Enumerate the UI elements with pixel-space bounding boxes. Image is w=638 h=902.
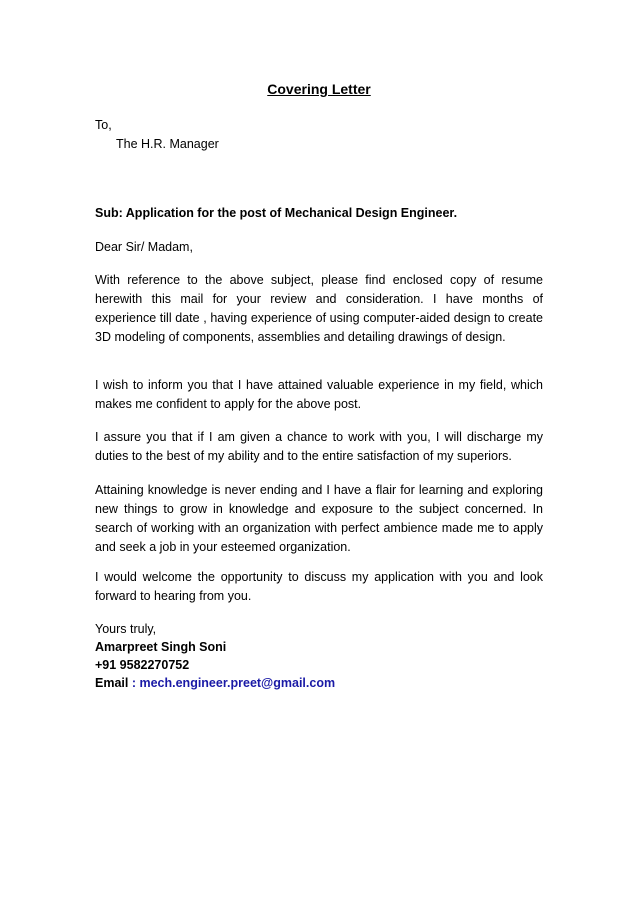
email-link[interactable]: : mech.engineer.preet@gmail.com: [131, 676, 336, 690]
phone-number: +91 9582270752: [95, 658, 190, 672]
paragraph-knowledge: Attaining knowledge is never ending and I have a flair for learning and exploring new things to grow in knowledge and exposure to the subject concerned. In search of working with an organization with perfect ambience made me to apply and seek a job in your esteemed organization.: [95, 483, 543, 554]
paragraph-experience: I wish to inform you that I have attained valuable experience in my field, which makes me confident to apply for the above post.: [95, 378, 543, 411]
paragraph-assurance: I assure you that if I am given a chance to work with you, I will discharge my duties to the best of my ability and to the entire satisfaction of my superiors.: [95, 430, 543, 463]
salutation: Dear Sir/ Madam,: [95, 240, 193, 254]
paragraph-welcome: I would welcome the opportunity to discuss my application with you and look forward to hearing from you.: [95, 570, 543, 603]
to-line: To,: [95, 118, 112, 132]
letter-title: Covering Letter: [267, 81, 371, 97]
recipient-line: The H.R. Manager: [116, 137, 219, 151]
subject-line: Sub: Application for the post of Mechanical Design Engineer.: [95, 206, 458, 220]
signature-name: Amarpreet Singh Soni: [95, 640, 227, 654]
closing: Yours truly,: [95, 622, 157, 636]
paragraph-reference: With reference to the above subject, please find enclosed copy of resume herewith this mail for your review and consideration. I have months of experience till date , having experience of using computer-aided design to create 3D modeling of components, assemblies and detailing drawings of design.: [95, 273, 543, 344]
email-row: [95, 674, 335, 692]
email-label: Email: [95, 676, 129, 690]
